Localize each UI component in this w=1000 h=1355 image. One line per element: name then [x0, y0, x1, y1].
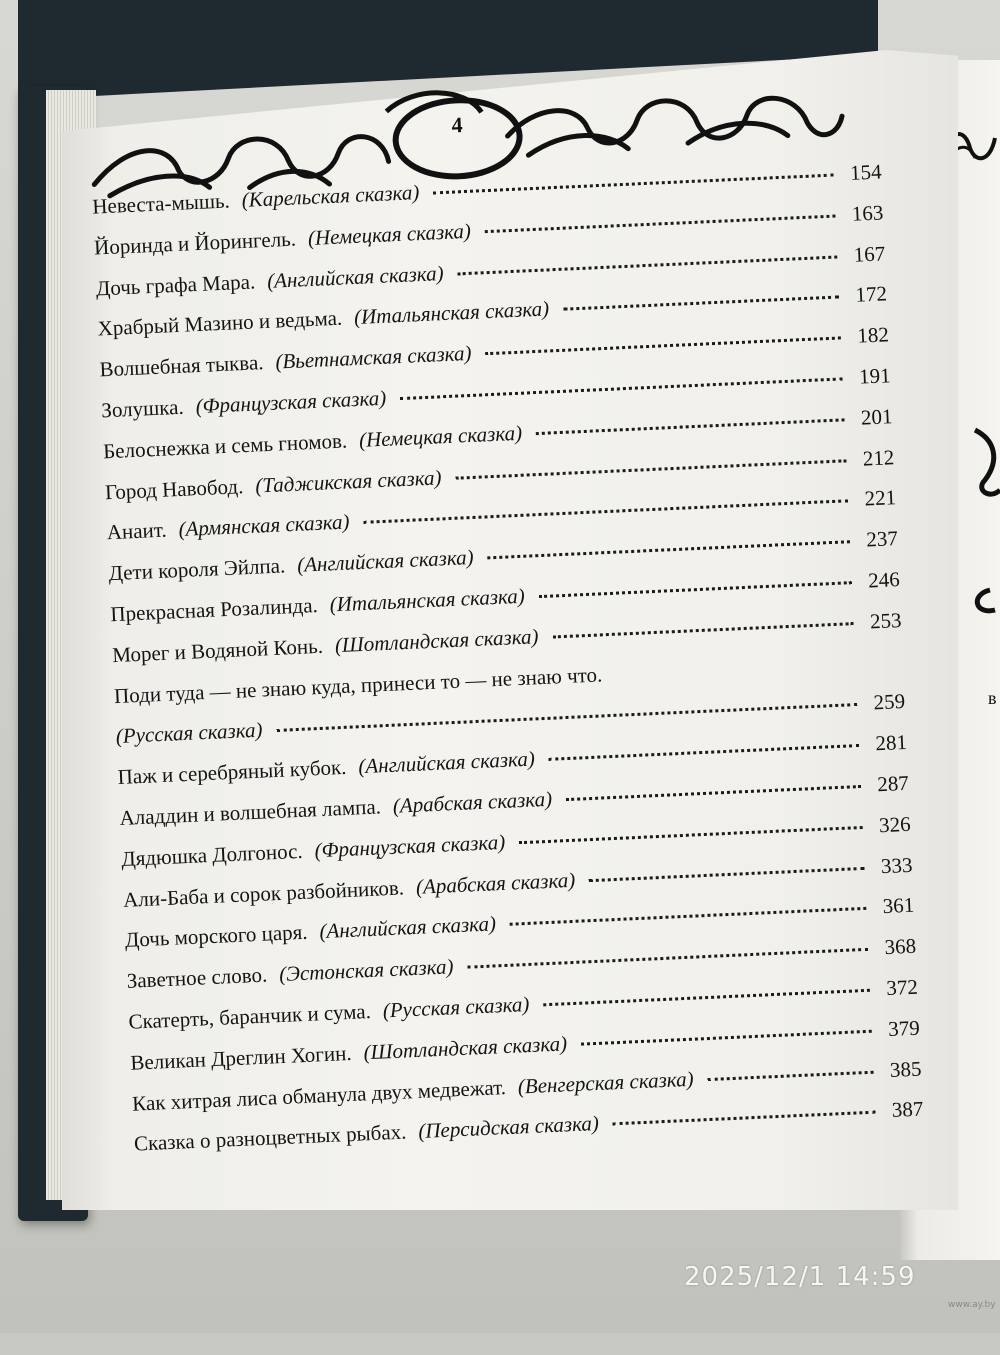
- entry-origin: (Русская сказка): [115, 717, 263, 749]
- table-of-contents: [92, 159, 925, 1172]
- entry-origin: (Французская сказка): [314, 829, 506, 863]
- entry-title: Йоринда и Йорингель.: [93, 226, 297, 260]
- entry-page: 368: [883, 933, 917, 960]
- dot-leader: [485, 337, 841, 356]
- dot-leader: [549, 744, 859, 761]
- entry-origin: (Эстонская сказка): [278, 954, 454, 987]
- dot-leader: [457, 255, 837, 275]
- entry-title: Невеста-мышь.: [91, 188, 231, 219]
- entry-origin: (Итальянская сказка): [329, 583, 526, 617]
- entry-page: 379: [887, 1015, 921, 1041]
- entry-title: Дочь графа Мара.: [95, 269, 256, 301]
- entry-page: 326: [878, 811, 912, 837]
- entry-title: Храбрый Мазино и ведьма.: [97, 305, 343, 341]
- entry-page: 191: [858, 363, 892, 389]
- entry-page: [614, 679, 652, 681]
- photo-timestamp: 2025/12/1 14:59: [684, 1262, 916, 1292]
- entry-page: 253: [869, 607, 903, 634]
- entry-title: Поди туда — не знаю куда, принеси то — не знаю что.: [113, 661, 603, 708]
- dot-leader: [581, 1029, 872, 1045]
- entry-title: Анаит.: [106, 518, 168, 545]
- entry-title: Аладдин и волшебная лампа.: [118, 794, 382, 830]
- dot-leader: [552, 622, 853, 638]
- page-number: 4: [450, 112, 464, 138]
- entry-page: 361: [882, 893, 915, 919]
- dot-leader: [566, 785, 861, 801]
- entry-origin: (Английская сказка): [296, 545, 475, 578]
- entry-page: 385: [889, 1056, 922, 1082]
- entry-title: Прекрасная Розалинда.: [109, 592, 319, 627]
- entry-origin: (Персидская сказка): [417, 1111, 600, 1144]
- entry-title: Золушка.: [100, 394, 185, 423]
- dot-leader: [707, 1070, 873, 1080]
- entry-origin: (Немецкая сказка): [358, 420, 523, 452]
- dot-leader: [485, 214, 836, 233]
- next-page-letter: в: [988, 688, 997, 708]
- entry-title: Сказка о разноцветных рыбах.: [133, 1119, 407, 1156]
- entry-title: Дочь морского царя.: [124, 920, 309, 953]
- entry-page: 172: [854, 281, 888, 308]
- dot-leader: [467, 948, 868, 969]
- entry-title: Как хитрая лиса обманула двух медвежат.: [131, 1074, 507, 1116]
- entry-page: 237: [865, 526, 899, 552]
- dot-leader: [510, 907, 866, 926]
- entry-title: Волшебная тыква.: [99, 350, 264, 382]
- dot-leader: [563, 296, 839, 311]
- dot-leader: [433, 174, 833, 195]
- entry-page: 201: [860, 404, 893, 430]
- dot-leader: [455, 459, 846, 479]
- dot-leader: [536, 418, 845, 435]
- entry-title: Али-Баба и сорок разбойников.: [122, 874, 405, 912]
- entry-page: 221: [864, 485, 897, 511]
- entry-origin: (Шотландская сказка): [334, 623, 539, 657]
- entry-page: 387: [891, 1096, 924, 1123]
- entry-title: Дядюшка Долгонос.: [120, 838, 304, 871]
- entry-page: 167: [853, 240, 886, 267]
- entry-page: 163: [851, 200, 884, 226]
- entry-origin: (Итальянская сказка): [353, 296, 550, 330]
- entry-origin: (Вьетнамская сказка): [274, 341, 472, 374]
- entry-origin: (Карельская сказка): [241, 180, 420, 212]
- entry-origin: (Английская сказка): [357, 746, 536, 779]
- dot-leader: [613, 1111, 876, 1126]
- entry-title: Белоснежка и семь гномов.: [102, 428, 348, 464]
- entry-page: 281: [874, 730, 908, 756]
- entry-origin: (Французская сказка): [195, 385, 387, 419]
- dot-leader: [543, 989, 870, 1007]
- entry-origin: (Таджикская сказка): [254, 464, 442, 498]
- entry-origin: (Английская сказка): [266, 260, 445, 293]
- entry-origin: (Арабская сказка): [392, 786, 553, 818]
- entry-origin: (Английская сказка): [318, 911, 497, 944]
- entry-origin: (Арабская сказка): [415, 867, 576, 899]
- entry-title: Заветное слово.: [126, 962, 268, 993]
- dot-leader: [589, 866, 864, 881]
- entry-page: 372: [885, 974, 919, 1000]
- dot-leader: [539, 581, 852, 598]
- entry-page: 287: [876, 770, 910, 797]
- entry-page: 182: [856, 322, 890, 348]
- entry-origin: (Русская сказка): [382, 991, 530, 1023]
- entry-origin: (Шотландская сказка): [362, 1031, 568, 1065]
- entry-origin: (Венгерская сказка): [517, 1066, 695, 1099]
- entry-title: Город Навобод.: [104, 473, 244, 504]
- dot-leader: [488, 540, 850, 559]
- entry-origin: (Армянская сказка): [178, 509, 351, 542]
- entry-title: Скатерть, баранчик и сума.: [128, 998, 372, 1034]
- entry-page: 212: [862, 444, 895, 471]
- entry-origin: (Немецкая сказка): [307, 218, 472, 250]
- watermark: www.ay.by: [948, 1300, 996, 1310]
- entry-title: Паж и серебряный кубок.: [117, 755, 347, 790]
- entry-page: 333: [880, 852, 913, 878]
- entry-title: Морег и Водяной Конь.: [111, 633, 324, 667]
- entry-title: Великан Дреглин Хогин.: [129, 1040, 353, 1075]
- entry-page: 246: [867, 567, 901, 593]
- entry-page: 259: [873, 689, 906, 715]
- dot-leader: [519, 826, 863, 844]
- entry-title: Дети короля Эйлпа.: [108, 553, 286, 586]
- entry-page: 154: [849, 159, 883, 185]
